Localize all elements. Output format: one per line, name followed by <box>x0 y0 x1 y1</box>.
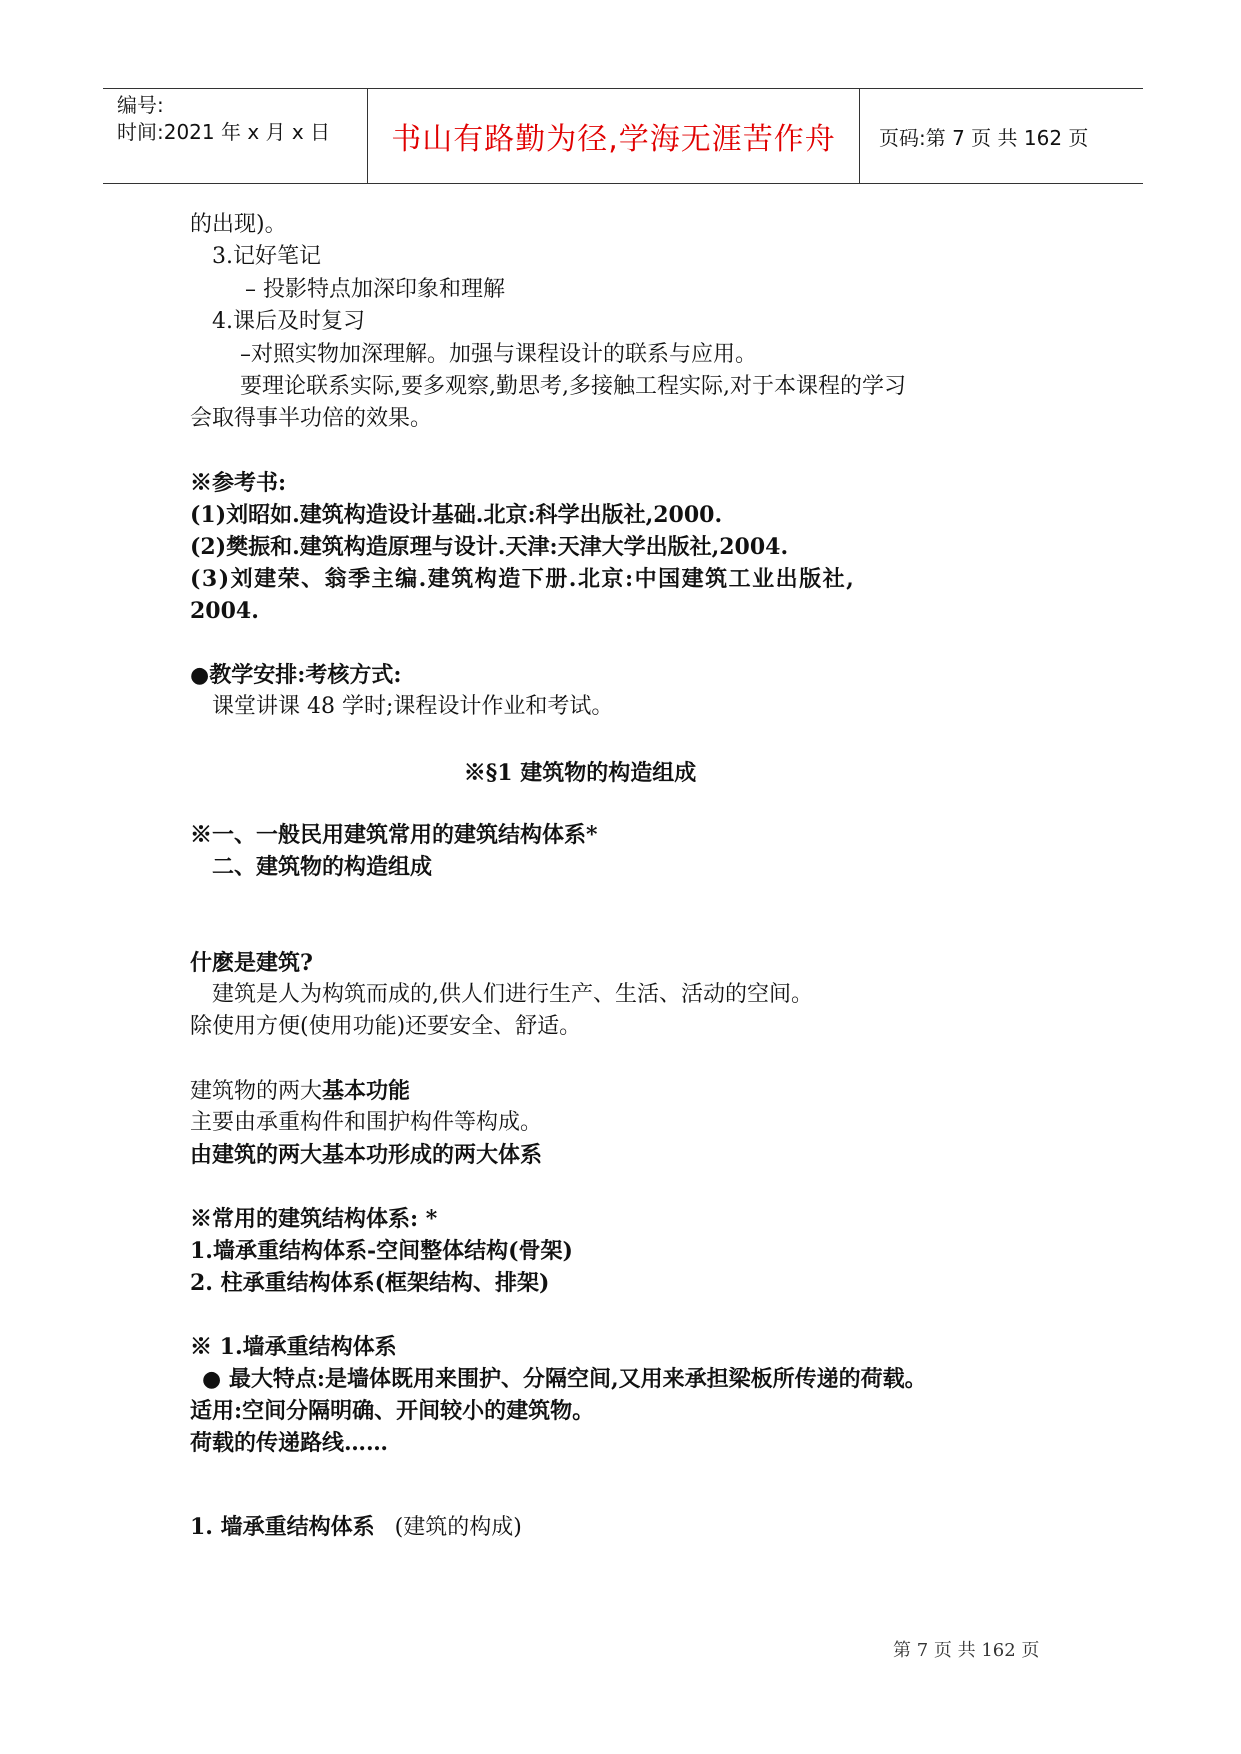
section-title: ※§1 建筑物的构造组成 <box>463 760 697 786</box>
teaching-heading: ●教学安排:考核方式: <box>190 662 402 688</box>
text-line: 主要由承重构件和围护构件等构成。 <box>190 1110 543 1135</box>
header-meta <box>117 89 367 186</box>
bullet-line: ● 最大特点:是墙体既用来围护、分隔空间,又用来承担梁板所传递的荷载。 <box>202 1366 927 1392</box>
page-footer: 第 7 页 共 162 页 <box>893 1640 1040 1661</box>
text-line: 的出现)。 <box>190 212 287 237</box>
text-line-bold: 由建筑的两大基本功形成的两大体系 <box>190 1142 543 1168</box>
text-run-bold: 基本功能 <box>322 1078 411 1104</box>
reference-item-continued: 2004. <box>190 598 259 624</box>
text-line: 要理论联系实际,要多观察,勤思考,多接触工程实际,对于本课程的学习 <box>240 374 906 399</box>
text-line: 建筑是人为构筑而成的,供人们进行生产、生活、活动的空间。 <box>212 982 813 1007</box>
motto: 书山有路勤为径,学海无涯苦作舟 <box>391 122 836 157</box>
text-line-bold: 适用:空间分隔明确、开间较小的建筑物。 <box>190 1398 595 1424</box>
reference-item: (3)刘建荣、翁季主编.建筑构造下册.北京:中国建筑工业出版社, <box>190 566 856 592</box>
reference-item: (2)樊振和.建筑构造原理与设计.天津:天津大学出版社,2004. <box>190 534 789 560</box>
structure-heading: ※ 1.墙承重结构体系 <box>190 1334 397 1360</box>
text-line: 4.课后及时复习 <box>212 309 365 334</box>
subsection-heading: ※一、一般民用建筑常用的建筑结构体系* <box>190 822 598 848</box>
text-line <box>190 1512 522 1543</box>
date-label: 时间:2021 年 x 月 x 日 <box>117 120 331 144</box>
structure-item: 2. 柱承重结构体系(框架结构、排架) <box>190 1270 550 1296</box>
text-line: –对照实物加深理解。加强与课程设计的联系与应用。 <box>240 342 758 367</box>
structure-heading: ※常用的建筑结构体系: * <box>190 1206 438 1232</box>
reference-item: (1)刘昭如.建筑构造设计基础.北京:科学出版社,2000. <box>190 502 723 528</box>
text-line: 3.记好笔记 <box>212 244 321 269</box>
text-run: (建筑的构成) <box>394 1515 522 1540</box>
text-line: – 投影特点加深印象和理解 <box>245 277 505 302</box>
text-line-bold: 荷载的传递路线…… <box>190 1430 389 1456</box>
text-run: 建筑物的两大 <box>190 1079 323 1104</box>
header-motto-cell <box>367 89 860 183</box>
text-line <box>190 1076 410 1107</box>
structure-item: 1.墙承重结构体系-空间整体结构(骨架) <box>190 1238 573 1264</box>
references-heading: ※参考书: <box>190 470 287 496</box>
text-run-bold: 1. 墙承重结构体系 <box>190 1514 375 1540</box>
page-label: 页码:第 7 页 共 162 页 <box>879 125 1089 150</box>
subsection-heading: 二、建筑物的构造组成 <box>212 854 433 880</box>
text-line: 课堂讲课 48 学时;课程设计作业和考试。 <box>212 694 614 719</box>
header-page-cell <box>873 89 1139 183</box>
text-line: 会取得事半功倍的效果。 <box>190 406 433 431</box>
text-line: 除使用方便(使用功能)还要安全、舒适。 <box>190 1014 582 1039</box>
page-header <box>103 88 1143 184</box>
number-label: 编号: <box>117 93 164 117</box>
question-heading: 什麽是建筑? <box>190 950 313 976</box>
